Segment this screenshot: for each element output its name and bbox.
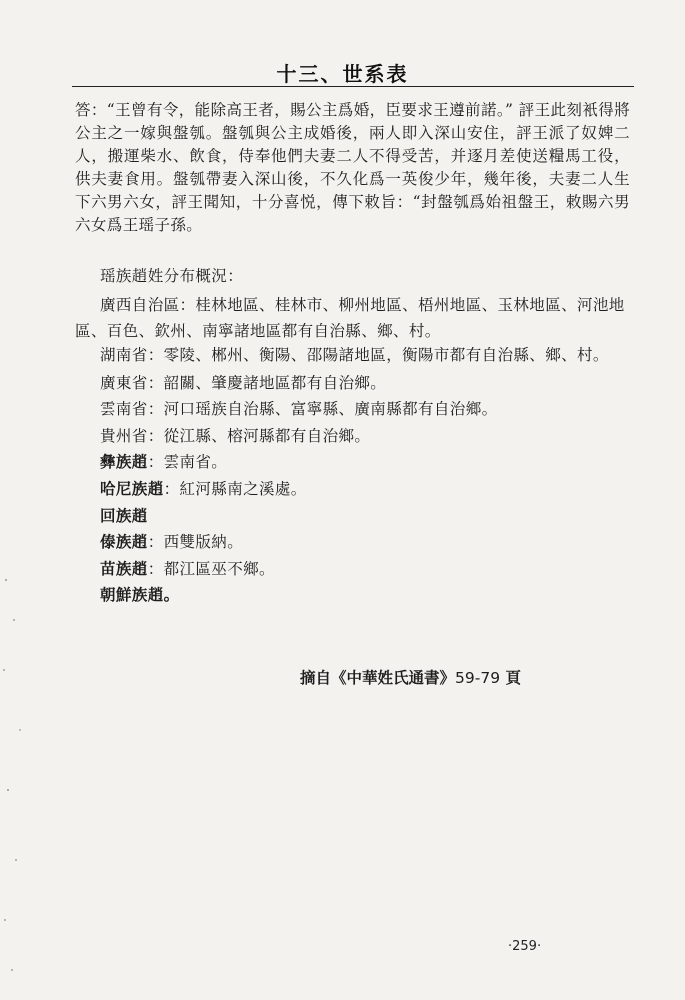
guangxi-entry <box>75 292 630 344</box>
guangdong-text: 韶關、肇慶諸地區都有自治鄉。 <box>163 374 387 392</box>
yunnan-label: 雲南省： <box>100 400 164 418</box>
scan-edge-speckle <box>0 560 34 1000</box>
miao-label: 苗族趙 <box>100 559 148 578</box>
yi-label: 彝族趙 <box>100 452 148 471</box>
dai-label: 傣族趙 <box>100 532 148 551</box>
yi-text: ：雲南省。 <box>147 453 228 471</box>
korean-label: 朝鮮族趙 <box>100 585 164 604</box>
hani-entry <box>100 479 660 499</box>
guizhou-text: 從江縣、榕河縣都有自治鄉。 <box>163 427 371 445</box>
distribution-heading: 瑶族趙姓分布概況： <box>100 267 244 285</box>
guangdong-label: 廣東省： <box>100 374 164 392</box>
miao-text: ：都江區巫不鄉。 <box>147 560 275 578</box>
hui-entry <box>100 506 660 526</box>
hani-text: ：紅河縣南之溪處。 <box>163 480 307 498</box>
guizhou-label: 貴州省： <box>100 427 164 445</box>
guangxi-text: 桂林地區、桂林市、柳州地區、梧州地區、玉林地區、河池地區、百色、欽州、南寧諸地區都有自治縣、鄉、村。 <box>75 296 625 340</box>
source-citation <box>300 666 521 688</box>
guizhou-entry <box>100 426 660 446</box>
korean-text: 。 <box>163 585 180 604</box>
dai-text: ：西雙版納。 <box>147 533 244 551</box>
hani-label: 哈尼族趙 <box>100 479 164 498</box>
yunnan-entry <box>100 399 660 419</box>
yunnan-text: 河口瑶族自治縣、富寧縣、廣南縣都有自治鄉。 <box>163 400 498 418</box>
yi-entry <box>100 452 660 472</box>
page-number: ·259· <box>508 939 542 954</box>
hunan-text: 零陵、郴州、衡陽、邵陽諸地區，衡陽市都有自治縣、鄉、村。 <box>163 346 609 364</box>
page-title: 十三、世系表 <box>276 62 409 86</box>
korean-entry <box>100 585 660 605</box>
header-rule <box>72 86 634 87</box>
miao-entry <box>100 559 660 579</box>
guangdong-entry <box>100 373 660 393</box>
source-suffix: 頁 <box>500 669 521 687</box>
intro-paragraph: 答：“王曾有令，能除高王者，賜公主爲婚，臣要求王遵前諾。” 評王此刻衹得將公主之一嫁與盤瓠。盤瓠與公主成婚後，兩人即入深山安住，評王派了奴婢二人，搬運柴水、飲食，侍奉他們夫妻二人不得受苦，并逐月差使送糧馬工役，供夫妻食用。盤瓠帶妻入深山後，不久化爲一英俊少年，幾年後，夫妻二人生下六男六女，評王聞知，十分喜悦，傳下敕旨：“封盤瓠爲始祖盤王，敕賜六男六女爲王瑶子孫。 <box>75 101 630 234</box>
hunan-entry <box>100 345 660 365</box>
guangxi-label: 廣西自治區： <box>100 296 196 314</box>
source-text: 摘自《中華姓氏通書》 <box>300 669 456 687</box>
dai-entry <box>100 532 660 552</box>
hui-label: 回族趙 <box>100 506 148 525</box>
hunan-label: 湖南省： <box>100 346 164 364</box>
source-pages: 59-79 <box>455 669 501 687</box>
